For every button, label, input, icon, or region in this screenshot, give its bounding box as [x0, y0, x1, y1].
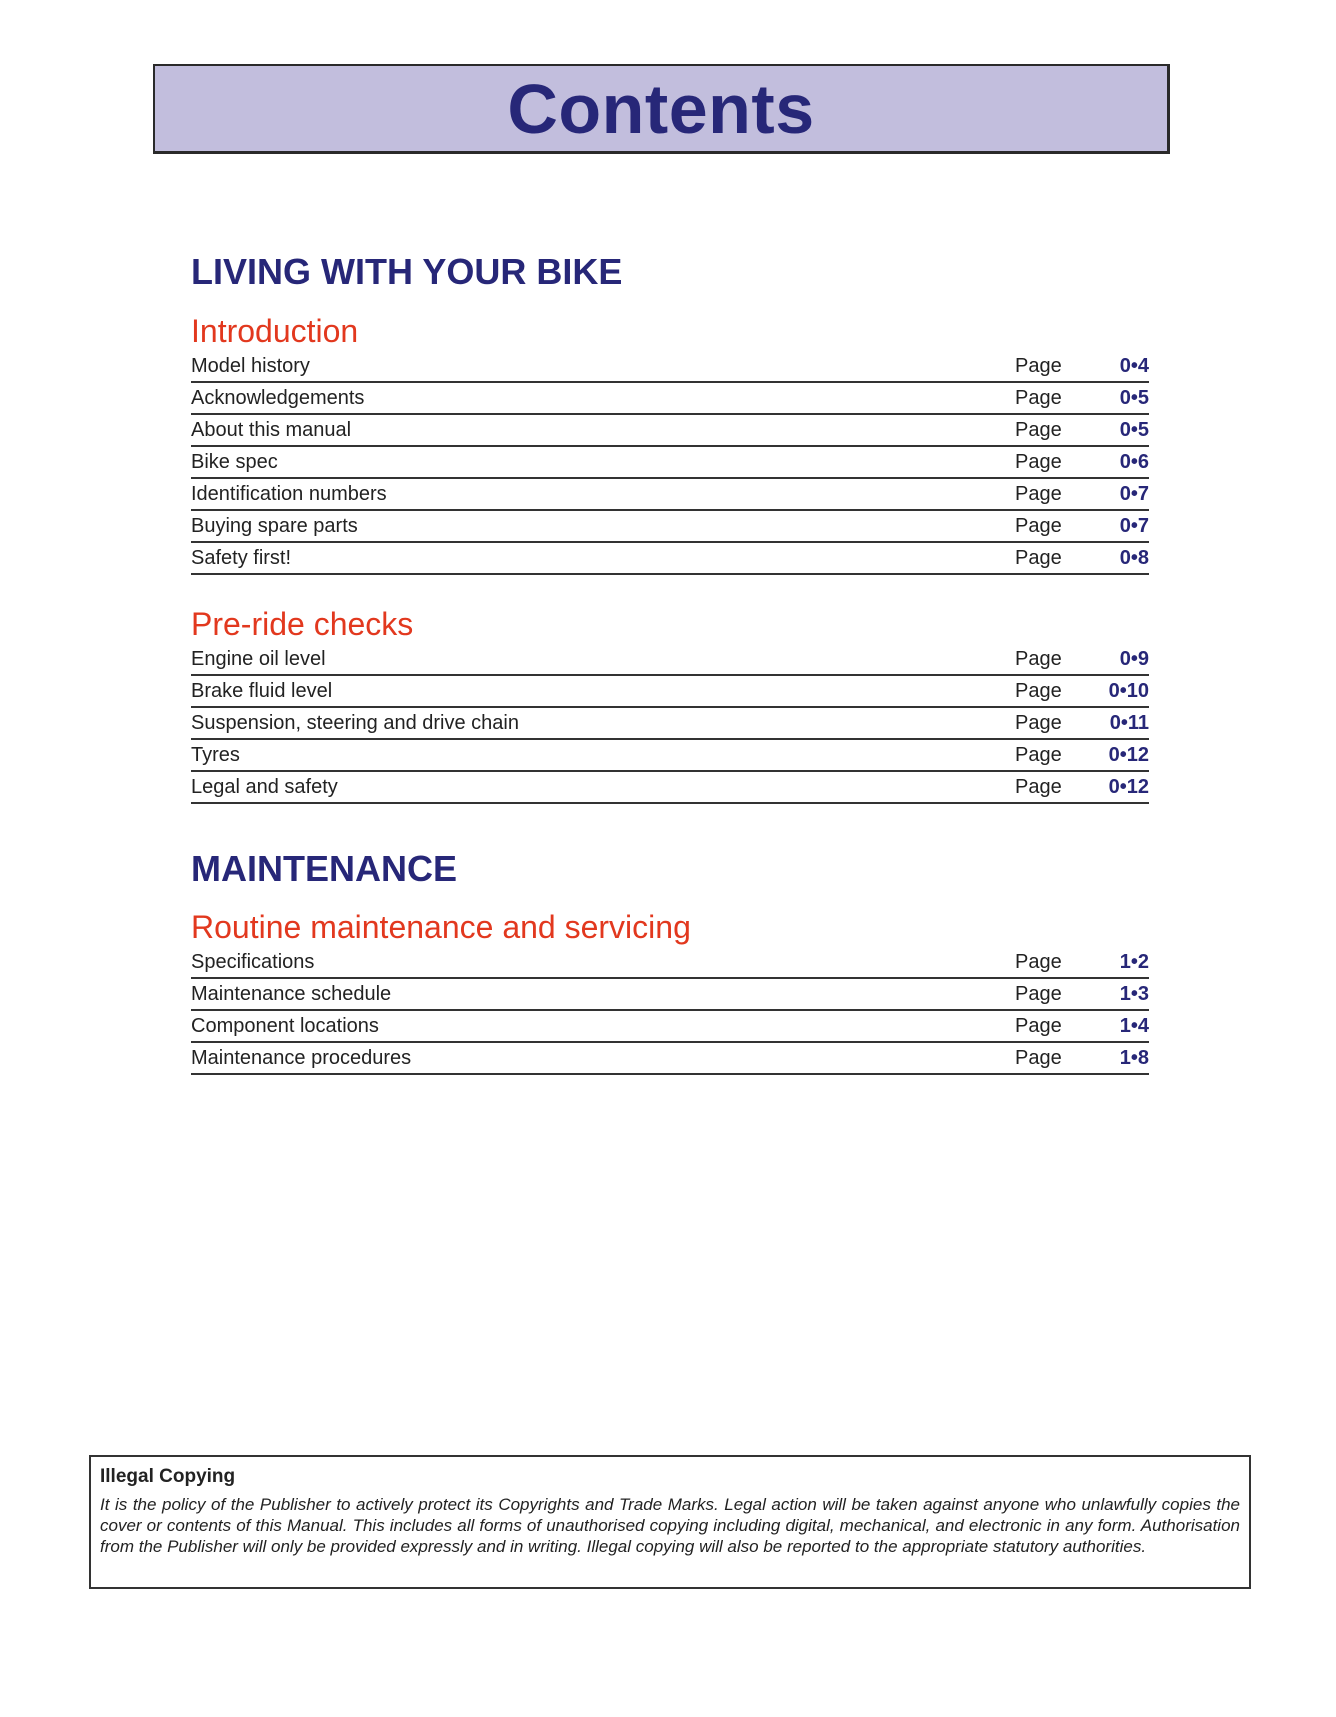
- toc-entry[interactable]: [191, 1043, 1149, 1075]
- toc-entry[interactable]: [191, 447, 1149, 479]
- toc-entry[interactable]: [191, 511, 1149, 543]
- page-word: Page: [1015, 744, 1062, 766]
- toc-entry[interactable]: [191, 740, 1149, 772]
- notice-body: It is the policy of the Publisher to actively protect its Copyrights and Trade Marks. Legal action will be taken against anyone who unlawfully copies the cover or contents of this Manual. This includes all forms of unauthorised copying including digital, mechanical, and electronic in any form. Authorisation from the Publisher will only be provided expressly and in writing. Illegal copying will also be reported to the appropriate statutory authorities.: [100, 1494, 1240, 1556]
- page-number: 0•8: [1119, 547, 1149, 569]
- entry-list: [191, 644, 1149, 804]
- group-title-pre-ride-checks: Pre-ride checks: [191, 606, 414, 642]
- page-number: 0•7: [1119, 515, 1149, 537]
- group-routine-maintenance: [191, 909, 1149, 1075]
- group-pre-ride-checks: [191, 606, 1149, 804]
- page-number: 0•11: [1109, 712, 1149, 734]
- page-word: Page: [1015, 419, 1062, 441]
- toc-entry[interactable]: [191, 543, 1149, 575]
- page-number: 0•5: [1119, 387, 1149, 409]
- page-number: 1•3: [1119, 983, 1149, 1005]
- page-word: Page: [1015, 776, 1062, 798]
- page-number: 0•12: [1108, 744, 1149, 766]
- page-word: Page: [1015, 451, 1062, 473]
- page-word: Page: [1015, 1015, 1062, 1037]
- page-number: 0•4: [1119, 355, 1149, 377]
- notice-title: Illegal Copying: [100, 1466, 236, 1487]
- entry-label: Engine oil level: [191, 648, 326, 670]
- page-number: 0•10: [1108, 680, 1149, 702]
- toc-entry[interactable]: [191, 415, 1149, 447]
- title-banner: [153, 64, 1170, 154]
- entry-label: Tyres: [191, 744, 240, 766]
- page-number: 1•2: [1119, 951, 1149, 973]
- entry-label: Identification numbers: [191, 483, 387, 505]
- toc-entry[interactable]: [191, 947, 1149, 979]
- page-number: 1•4: [1119, 1015, 1149, 1037]
- group-title-introduction: Introduction: [191, 313, 359, 349]
- entry-label: Maintenance procedures: [191, 1047, 412, 1069]
- entry-label: About this manual: [191, 419, 352, 441]
- page-word: Page: [1015, 515, 1062, 537]
- page-title: Contents: [507, 69, 815, 148]
- entry-label: Safety first!: [191, 547, 292, 569]
- page-number: 0•9: [1119, 648, 1149, 670]
- illegal-copying-notice: [89, 1455, 1251, 1589]
- toc-entry[interactable]: [191, 772, 1149, 804]
- toc-entry[interactable]: [191, 644, 1149, 676]
- entry-label: Acknowledgements: [191, 387, 365, 409]
- entry-label: Maintenance schedule: [191, 983, 392, 1005]
- page-word: Page: [1015, 983, 1062, 1005]
- page-word: Page: [1015, 547, 1062, 569]
- page-word: Page: [1015, 951, 1062, 973]
- entry-label: Component locations: [191, 1015, 379, 1037]
- toc-entry[interactable]: [191, 708, 1149, 740]
- section-heading-living-with-your-bike: LIVING WITH YOUR BIKE: [191, 251, 623, 292]
- entry-label: Model history: [191, 355, 310, 377]
- page-word: Page: [1015, 387, 1062, 409]
- group-introduction: [191, 313, 1149, 575]
- toc-entry[interactable]: [191, 676, 1149, 708]
- toc-entry[interactable]: [191, 383, 1149, 415]
- toc-entry[interactable]: [191, 479, 1149, 511]
- entry-label: Specifications: [191, 951, 315, 973]
- page-word: Page: [1015, 648, 1062, 670]
- page-word: Page: [1015, 1047, 1062, 1069]
- entry-label: Legal and safety: [191, 776, 338, 798]
- page-number: 0•12: [1108, 776, 1149, 798]
- entry-list: [191, 947, 1149, 1075]
- entry-list: [191, 351, 1149, 575]
- entry-label: Suspension, steering and drive chain: [191, 712, 519, 734]
- page-word: Page: [1015, 483, 1062, 505]
- group-title-routine-maintenance: Routine maintenance and servicing: [191, 909, 691, 945]
- page-word: Page: [1015, 355, 1062, 377]
- page-word: Page: [1015, 712, 1062, 734]
- page-number: 1•8: [1119, 1047, 1149, 1069]
- page-word: Page: [1015, 680, 1062, 702]
- entry-label: Bike spec: [191, 451, 278, 473]
- entry-label: Buying spare parts: [191, 515, 358, 537]
- toc-entry[interactable]: [191, 351, 1149, 383]
- entry-label: Brake fluid level: [191, 680, 333, 702]
- page-number: 0•6: [1119, 451, 1149, 473]
- page-number: 0•7: [1119, 483, 1149, 505]
- toc-entry[interactable]: [191, 979, 1149, 1011]
- section-heading-maintenance: MAINTENANCE: [191, 848, 457, 889]
- toc-entry[interactable]: [191, 1011, 1149, 1043]
- page-number: 0•5: [1119, 419, 1149, 441]
